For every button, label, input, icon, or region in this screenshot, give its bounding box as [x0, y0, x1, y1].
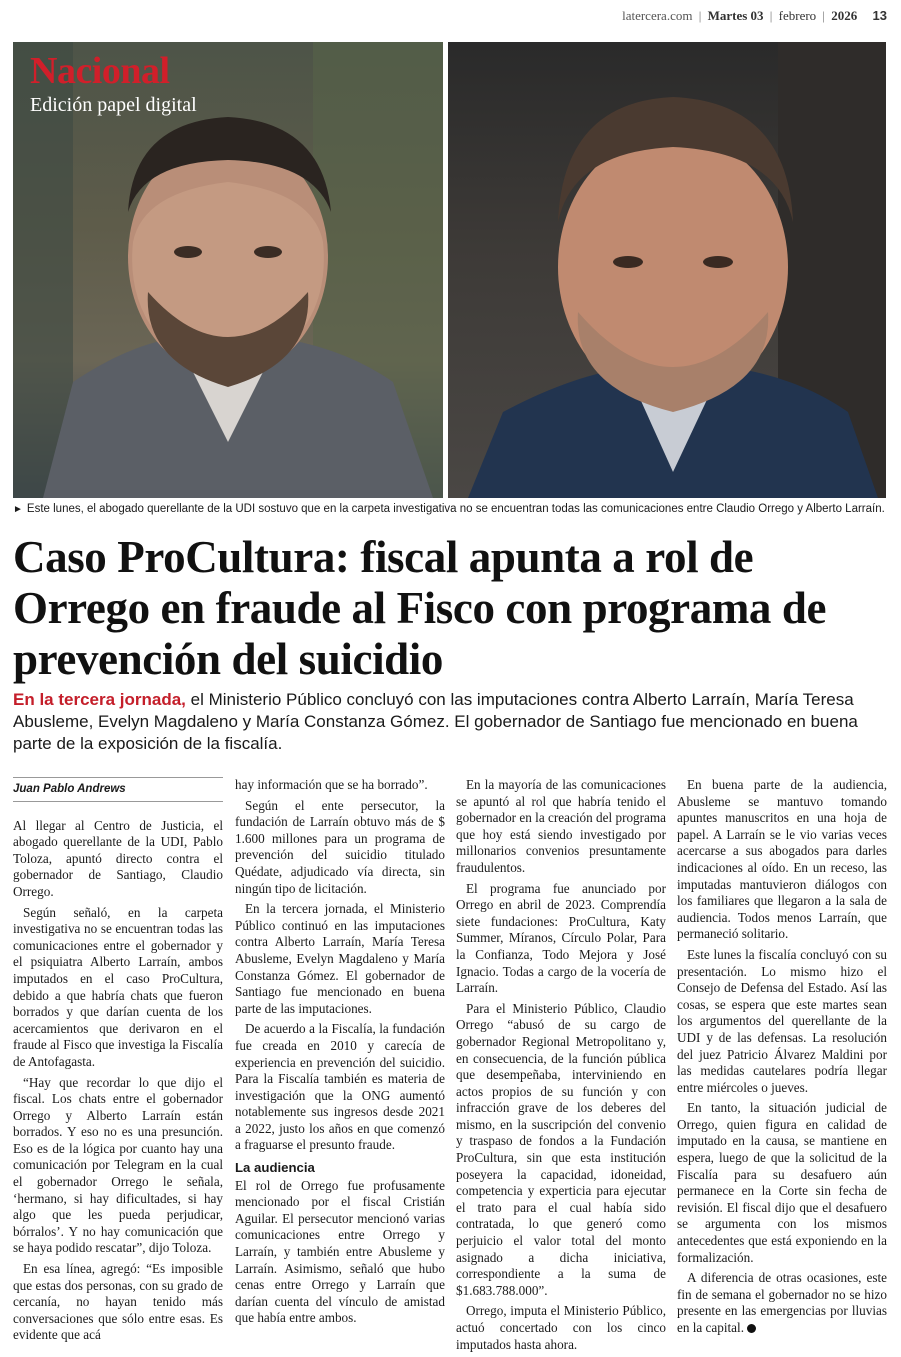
paragraph: Según señaló, en la carpeta investigativa no se encuentran todas las comunicaciones entre el gobernador y el psiquiatra Alberto Larraín, ambos imputados en el caso ProCultura, debido a que habría chats que fueron borrados y que darían cuenta de los acercamientos que derivaron en el fraude al Fisco que investiga la Fiscalía de Antofagasta. — [13, 904, 223, 1069]
caption-arrow-icon: ► — [13, 504, 23, 515]
lede-text: el Ministerio Público concluyó con las imputaciones contra Alberto Larraín, María Teresa Abusleme, Evelyn Magdaleno y María Constanza Gómez. El gobernador de Santiago fue mencionado en buena parte de la exposición de la fiscalía. — [13, 690, 858, 753]
paragraph: Orrego, imputa el Ministerio Público, actuó concertado con los cinco imputados hasta ahora. — [456, 1303, 666, 1352]
paragraph: En la tercera jornada, el Ministerio Público continuó en las imputaciones contra Alberto Larraín, María Teresa Abusleme, Evelyn Magdaleno y María Constanza Gómez. El gobernador de Santiago fue mencionado en buena parte de las imputaciones. — [235, 901, 445, 1016]
subheading: La audiencia — [235, 1160, 315, 1176]
paragraph: De acuerdo a la Fiscalía, la fundación fue creada en 2010 y carecía de experiencia en prevención del suicidio. Para la Fiscalía también es materia de investigación que la ONG aumentó notablemente sus ingresos desde 2021 a 2022, justo los años en que comenzó a fraguarse el presunto fraude. — [235, 1021, 445, 1153]
paragraph: En tanto, la situación judicial de Orrego, quien figura en calidad de imputado en la causa, se mantiene en espera, luego de que la solicitud de la Fiscalía para su desafuero aún permanece en la Corte sin fecha de revisión. El fiscal dijo que el desafuero se argumenta con los mismos antecedentes que está exponiendo en la formalización. — [677, 1100, 887, 1265]
paragraph-text: A diferencia de otras ocasiones, este fin de semana el gobernador no se hizo presente en las emergencias por lluvias en la capital. — [677, 1270, 887, 1335]
paragraph: En buena parte de la audiencia, Abusleme se mantuvo tomando apuntes manuscritos en una hoja de papel. A Larraín se le vio varias veces acercarse a sus abogados para darles indicaciones al oído. En un receso, las imputadas mantuvieron diálogos con los familiares que llegaron a la sala de audiencia. Todos menos Larraín, que permaneció solitario. — [677, 777, 887, 942]
paragraph: Para el Ministerio Público, Claudio Orrego “abusó de su cargo de gobernador Regional Metropolitano y, en consecuencia, de la función pública que desempeñaba, interviniendo en actos propios de su función y con infracción grave de los deberes del mismo, en la suscripción del convenio y traspaso de fondos a la Fundación ProCultura, sin que esta institución poseyera la capacidad, idoneidad, competencia y experticia para ejecutar el trato para el cual había sido contratada, lo que generó como perjuicio el valor total del monto asignado a dicha iniciativa, correspondiente a la suma de $1.683.788.000”. — [456, 1000, 666, 1298]
paragraph — [677, 1270, 887, 1336]
article-column-1 — [13, 777, 223, 1348]
paragraph: hay información que se ha borrado”. — [235, 777, 428, 792]
paragraph: El rol de Orrego fue profusamente mencionado por el fiscal Cristián Aguilar. El persecutor mencionó varias comunicaciones entre Orrego y Larraín, y también entre Abusleme y Larraín. Asimismo, señaló que hubo cenas entre Orrego y Larraín que darían cuenta del vínculo de amistad que había entre ambos. — [235, 1177, 445, 1326]
page-header: latercera.com | Martes 03 | febrero | 2026 13 — [622, 8, 887, 23]
photo-caption — [13, 502, 888, 517]
article-column-4 — [677, 777, 887, 1341]
paragraph: El programa fue anunciado por Orrego en abril de 2023. Comprendía siete fundaciones: ProCultura, Katy Summer, Míranos, Círculo Polar, Para la Confianza, Todo Mejora y José Ignacio. Todas a cargo de la vocería de Larraín. — [456, 880, 666, 996]
lede — [13, 689, 883, 755]
paragraph: Según el ente persecutor, la fundación de Larraín obtuvo más de $ 1.600 millones para un programa de prevención del suicidio titulado Quédate, adjudicado vía directa, sin ningún tipo de licitación. — [235, 797, 445, 896]
site-name: latercera.com — [622, 8, 693, 23]
article-column-2 — [235, 777, 445, 1331]
paragraph: Al llegar al Centro de Justicia, el abogado querellante de la UDI, Pablo Toloza, apuntó directo contra el gobernador de Santiago, Claudio Orrego. — [13, 817, 223, 899]
paragraph: “Hay que recordar lo que dijo el fiscal. Los chats entre el gobernador Orrego y Alberto Larraín están borrados. Y eso no es una presunción. Eso es de la lógica por cuanto hay una comunicación por Telegram en la cual el gobernador Orrego le señala, ‘hermano, si hay dificultades, si hay algo que les pueda perjudicar, bórralos’. Y no hay comunicación que se haya podido rescatar”, dijo Toloza. — [13, 1074, 223, 1256]
paragraph: En la mayoría de las comunicaciones se apuntó al rol que habría tenido el gobernador en la creación del programa que hoy está siendo investigado por millonarios convenios presuntamente fraudulentos. — [456, 777, 666, 875]
date-day: Martes 03 — [707, 8, 764, 23]
section-name: Nacional — [30, 50, 170, 92]
byline: Juan Pablo Andrews — [13, 777, 223, 802]
date-month: febrero — [778, 8, 817, 23]
section-subtitle: Edición papel digital — [30, 94, 197, 116]
lede-kicker: En la tercera jornada, — [13, 690, 186, 709]
date-year: 2026 — [831, 8, 858, 23]
section-tag — [30, 52, 197, 117]
page-title: Caso ProCultura: fiscal apunta a rol de Orrego en fraude al Fisco con programa de prevención del suicidio — [13, 532, 827, 684]
portrait-photo-icon — [448, 42, 886, 498]
page-number: 13 — [872, 8, 887, 23]
article-column-3 — [456, 777, 666, 1357]
paragraph: En esa línea, agregó: “Es imposible que estas dos personas, con su grado de cercanía, no hayan tenido más conversaciones que sólo entre esas. Es evidente que acá — [13, 1261, 223, 1343]
caption-text: Este lunes, el abogado querellante de la UDI sostuvo que en la carpeta investigativa no se encuentran todas las comunicaciones entre Claudio Orrego y Alberto Larraín. — [26, 503, 885, 515]
end-mark-icon — [747, 1324, 756, 1333]
paragraph: Este lunes la fiscalía concluyó con su presentación. Lo mismo hizo el Consejo de Defensa del Estado. Así las cosas, se espera que este martes sean los argumentos del querellante de la UDI y de las defensas. La resolución del juez Patricio Álvarez Maldini por las medidas cautelares podría llegar entre miércoles o jueves. — [677, 946, 887, 1095]
